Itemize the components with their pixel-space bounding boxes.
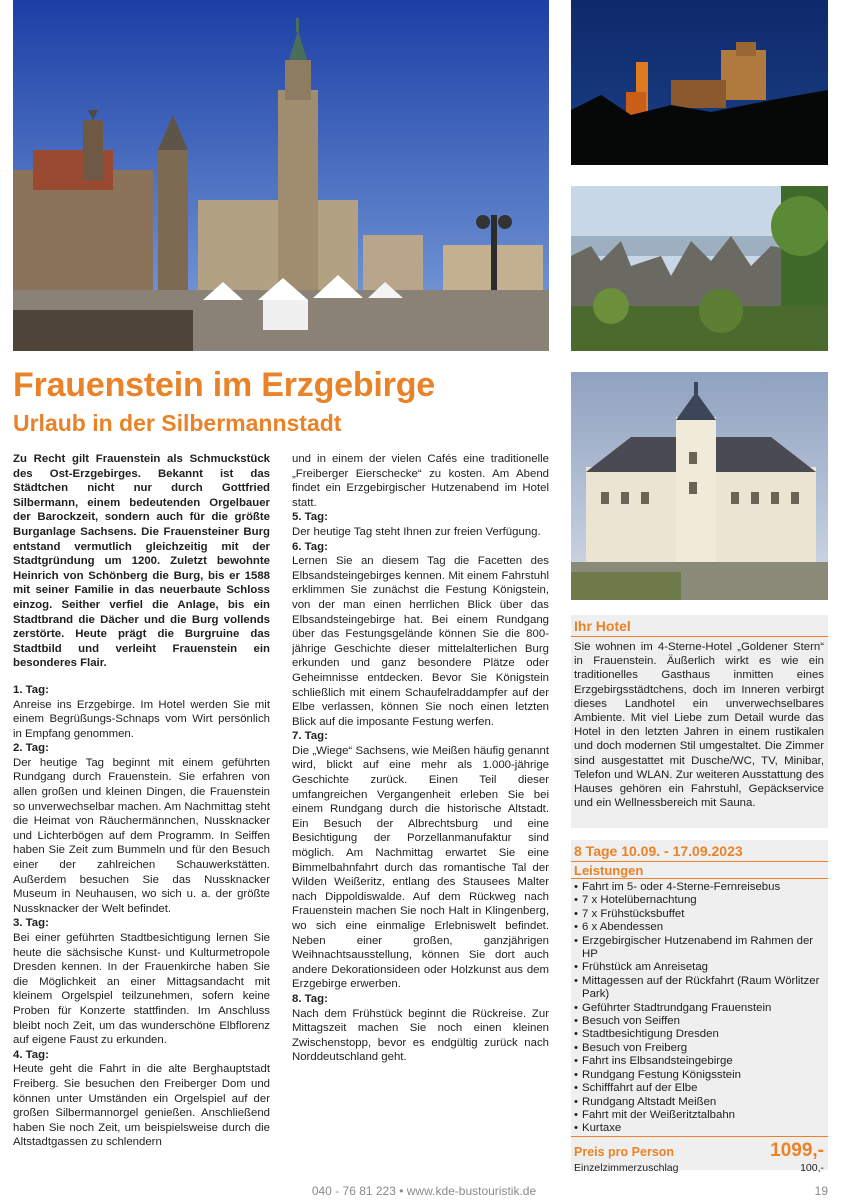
hotel-description: Sie wohnen im 4-Sterne-Hotel „Goldener Stern“ in Frauenstein. Äußerlich wirkt es wie ein traditionelles Gasthaus inmitten eines Erzgebirgsstädtchens, doch im Inneren verbirgt dieses Landhotel ein unverwechselbares Ambiente. Mit viel Liebe zum Detail wurde das Hotel in den letzten Jahren in einem rustikalen und doch modernen Stil umgestaltet. Die Zimmer sind ausgestattet mit Dusche/WC, TV, Minibar, Telefon und WLAN. Zur weiteren Ausstattung des Hauses gehören ein Fahrstuhl, Gepäckservice und ein Wellnessbereich mit Sauna.	[574, 641, 824, 810]
day-text: Anreise ins Erzgebirge. Im Hotel werden Sie mit einem Begrüßungs-Schnaps vom Wirt persönlich in Empfang genommen.	[13, 698, 270, 740]
price-value: 1099,-	[770, 1140, 824, 1161]
sandstone-rocks-photo	[571, 186, 828, 351]
single-room-price: 100,-	[800, 1162, 824, 1174]
day-heading: 8. Tag:	[292, 992, 328, 1005]
price-label: Preis pro Person	[574, 1145, 675, 1159]
hotel-info-box	[571, 615, 828, 828]
services-list	[571, 881, 828, 1136]
service-item: • Fahrt mit der Weißeritztalbahn	[574, 1109, 824, 1122]
frauenstein-castle-photo	[571, 372, 828, 600]
day-heading: 6. Tag:	[292, 540, 328, 553]
day-text: Bei einer geführten Stadtbesichtigung lernen Sie heute die sächsische Kunst- und Kulturmetropole Dresden kennen. In der Frauenkirche haben Sie die Möglichkeit an einer Mittagsandacht mit kleinem Orgelspiel teilzunehmen, sofern keine Proben für Konzerte stattfinden. Im Anschluss bleibt noch Zeit, um das wunderschöne Elbflorenz auf eigene Faust zu erkunden.	[13, 932, 270, 1047]
day-heading: 2. Tag:	[13, 742, 49, 755]
price-section	[571, 1136, 828, 1174]
service-item: • Frühstück am Anreisetag	[574, 961, 824, 974]
service-item: • 7 x Frühstücksbuffet	[574, 908, 824, 921]
service-item: • 7 x Hotelübernachtung	[574, 894, 824, 907]
service-item: • 6 x Abendessen	[574, 921, 824, 934]
intro-paragraph: Zu Recht gilt Frauenstein als Schmuckstück des Ost-Erzgebirges. Bekannt ist das Städtchen nicht nur durch Gottfried Silbermann, einem bedeutenden Orgelbauer der Barockzeit, sondern auch für die größte Burganlage Sachsens. Die Frauensteiner Burg entstand vermutlich gleichzeitig mit der Stadtgründung um 1200. Zuletzt bewohnte Heinrich von Schönberg die Burg, bis er 1588 mit seiner Familie in das neuerbaute Schloss einzog. Seither verfiel die Anlage, bis ein Stadtbrand die Dächer und die Burg vollends zerstörte. Heute prägt die Burgruine das Stadtbild und verleiht Frauenstein ein besonderes Flair.	[13, 453, 270, 670]
day-text: Heute geht die Fahrt in die alte Berghauptstadt Freiberg. Sie besuchen den Freiberger Dom und können unter Umständen ein Orgelspiel auf der großen Silbermannorgel genießen. Anschließend haben Sie noch Zeit, um beispielsweise durch die Altstadtgassen zu schlendern	[13, 1063, 270, 1149]
single-room-label: Einzelzimmerzuschlag	[574, 1162, 679, 1174]
day-text: Die „Wiege“ Sachsens, wie Meißen häufig genannt wird, blickt auf eine mehr als 1.000-jährige Geschichte zurück. Einen Teil dieser umfangreichen Vergangenheit erleben Sie bei einem Rundgang durch die historische Altstadt. Ein Besuch der Albrechtsburg und eine Besichtigung der Porzellanmanufaktur sind möglich. Am Nachmittag erwartet Sie eine Bimmelbahnfahrt durch das romantische Tal der Wilden Weißeritz, entlang des Stausees Malter nach Dippoldiswalde. Auf dem Rückweg nach Frauenstein machen Sie noch Halt in Klingenberg, wo sich eine einmalige Erlebniswelt befindet. Neben einer großen, ganzjährigen Weihnachtsausstellung, können Sie dort auch andere Dekorationsideen oder Holzkunst aus dem Erzgebirge erwerben.	[292, 744, 549, 991]
castle-ruin-night-photo	[571, 0, 828, 165]
day-text-continued: und in einem der vielen Cafés eine traditionelle „Freiberger Eierschecke“ zu kosten. Am Abend findet ein Erzgebirgischer Hutzenabend im Hotel statt.	[292, 453, 549, 509]
service-item: • Stadtbesichtigung Dresden	[574, 1028, 824, 1041]
day-text: Der heutige Tag steht Ihnen zur freien Verfügung.	[292, 525, 541, 538]
page-title: Frauenstein im Erzgebirge	[13, 366, 435, 404]
article-column-2	[292, 452, 549, 1065]
article-column-1	[13, 452, 270, 1150]
tour-dates: 8 Tage 10.09. - 17.09.2023	[571, 840, 828, 862]
service-item: • Fahrt im 5- oder 4-Sterne-Fernreisebus	[574, 881, 824, 894]
page-subtitle: Urlaub in der Silbermannstadt	[13, 410, 342, 436]
service-item: • Besuch von Freiberg	[574, 1042, 824, 1055]
footer-contact: 040 - 76 81 223 • www.kde-bustouristik.de	[311, 1184, 537, 1198]
service-item: • Mittagessen auf der Rückfahrt (Raum Wörlitzer Park)	[574, 975, 824, 1002]
page-number: 19	[814, 1184, 828, 1198]
day-heading: 7. Tag:	[292, 730, 328, 743]
service-item: • Erzgebirgischer Hutzenabend im Rahmen der HP	[574, 935, 824, 962]
day-text: Der heutige Tag beginnt mit einem geführten Rundgang durch Frauenstein. Sie erfahren von allen großen und kleinen Dingen, die Frauenstein so unverwechselbar machen. Am Nachmittag steht die Heimat von Räuchermännchen, Nussknacker und Lichterbögen auf dem Programm. In Seiffen haben Sie Zeit zum Bummeln und für den Besuch einer der zahlreichen Schauwerkstätten. Außerdem besuchen Sie das Nussknacker Museum in Neuhausen, wo sich u. a. der größte Nussknacker der Welt befindet.	[13, 756, 270, 915]
hotel-heading: Ihr Hotel	[571, 615, 828, 637]
day-heading: 4. Tag:	[13, 1048, 49, 1061]
dresden-square-photo	[13, 0, 549, 351]
tour-info-box	[571, 840, 828, 1174]
service-item: • Rundgang Altstadt Meißen	[574, 1096, 824, 1109]
day-text: Lernen Sie an diesem Tag die Facetten des Elbsandsteingebirges kennen. Mit einem Fahrstuhl erklimmen Sie zunächst die Festung Königstein, von der man einen herrlichen Blick über das Elbsandsteingebirge hat. Bei einem Rundgang über das Festungsgelände können Sie die 800-jährige Geschichte dieser mittelalterlichen Burg erkunden und ganz besondere Plätze oder Geheimnisse entdecken. Bevor Sie Königstein schließlich mit einem Schaufelraddampfer auf der Elbe verlassen, können Sie noch einen letzten Blick auf die imposante Festung werfen.	[292, 555, 549, 728]
service-item: • Fahrt ins Elbsandsteingebirge	[574, 1055, 824, 1068]
service-item: • Kurtaxe	[574, 1122, 824, 1135]
service-item: • Schifffahrt auf der Elbe	[574, 1082, 824, 1095]
services-heading: Leistungen	[571, 862, 828, 879]
service-item: • Geführter Stadtrundgang Frauenstein	[574, 1002, 824, 1015]
day-text: Nach dem Frühstück beginnt die Rückreise. Zur Mittagszeit machen Sie noch einen kleinen Zwischenstopp, bevor es endgültig zurück nach Norddeutschland geht.	[292, 1007, 549, 1064]
service-item: • Besuch von Seiffen	[574, 1015, 824, 1028]
day-heading: 1. Tag:	[13, 683, 49, 696]
service-item: • Rundgang Festung Königsstein	[574, 1069, 824, 1082]
day-heading: 3. Tag:	[13, 917, 49, 930]
day-heading: 5. Tag:	[292, 511, 328, 524]
